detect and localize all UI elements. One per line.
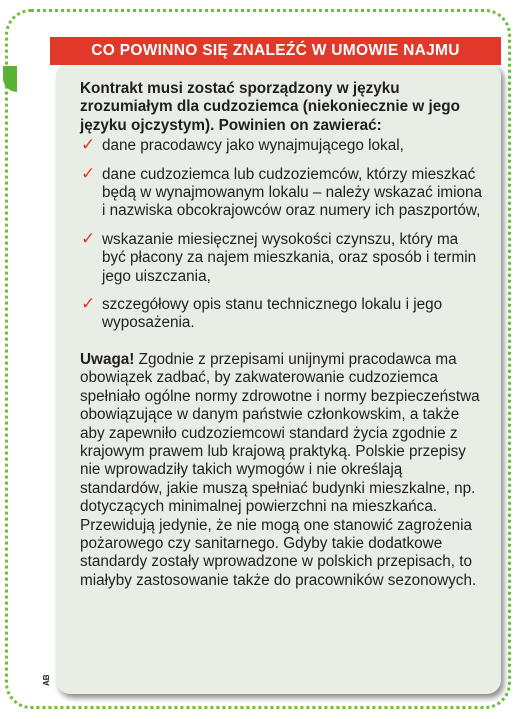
section-header xyxy=(50,37,501,65)
list-item-text: szczegółowy opis stanu technicznego lokalu i jego wyposażenia. xyxy=(102,296,443,332)
list-item xyxy=(80,296,485,333)
list-item xyxy=(80,137,485,155)
checkmark-icon: ✓ xyxy=(81,135,96,155)
list-item-text: wskazanie miesięcznej wysokości czynszu, który ma być płacony za najem mieszkania, oraz sposób i termin jego uiszczania, xyxy=(102,230,477,285)
checkmark-icon: ✓ xyxy=(81,228,96,248)
card-content xyxy=(80,80,485,605)
requirements-list xyxy=(80,137,485,333)
warning-paragraph xyxy=(80,351,485,590)
list-item-text: dane cudzoziemca lub cudzoziemców, którzy mieszkać będą w wynajmowanym lokalu – należy wskazać imiona i nazwiska obcokrajowców oraz numery ich paszportów, xyxy=(102,165,483,220)
list-item xyxy=(80,228,485,286)
intro-paragraph: Kontrakt musi zostać sporządzony w języku zrozumiałym dla cudzoziemca (niekoniecznie w jego języku ojczystym). Powinien on zawierać: xyxy=(80,80,460,134)
warning-text: Zgodnie z przepisami unijnymi pracodawca ma obowiązek zadbać, by zakwaterowanie cudzoziemca spełniało ogólne normy zdrowotne i normy bezpieczeństwa obowiązujące w danym państwie członkowskim, a także aby zapewniło cudzoziemcowi standard życia zgodnie z krajowym prawem lub krajową praktyką. Polskie przepisy nie wprowadziły takich wymogów i nie określają standardów, jakie muszą spełniać budynki mieszkalne, np. dotyczących minimalnej powierzchni na mieszkańca. Przewidują jedynie, że nie mogą one stanowić zagrożenia pożarowego czy sanitarnego. Gdyby takie dodatkowe standardy zostały wprowadzone w polskich przepisach, to miałyby zastosowanie także do pracowników sezonowych. xyxy=(80,350,480,589)
list-item-text: dane pracodawcy jako wynajmującego lokal, xyxy=(102,137,404,155)
warning-lead: Uwaga! xyxy=(80,350,135,368)
section-title: CO POWINNO SIĘ ZNALEŹĆ W UMOWIE NAJMU xyxy=(91,42,460,59)
checkmark-icon: ✓ xyxy=(81,294,96,314)
side-label: AB xyxy=(42,674,51,686)
list-item xyxy=(80,163,485,221)
checkmark-icon: ✓ xyxy=(81,163,96,183)
